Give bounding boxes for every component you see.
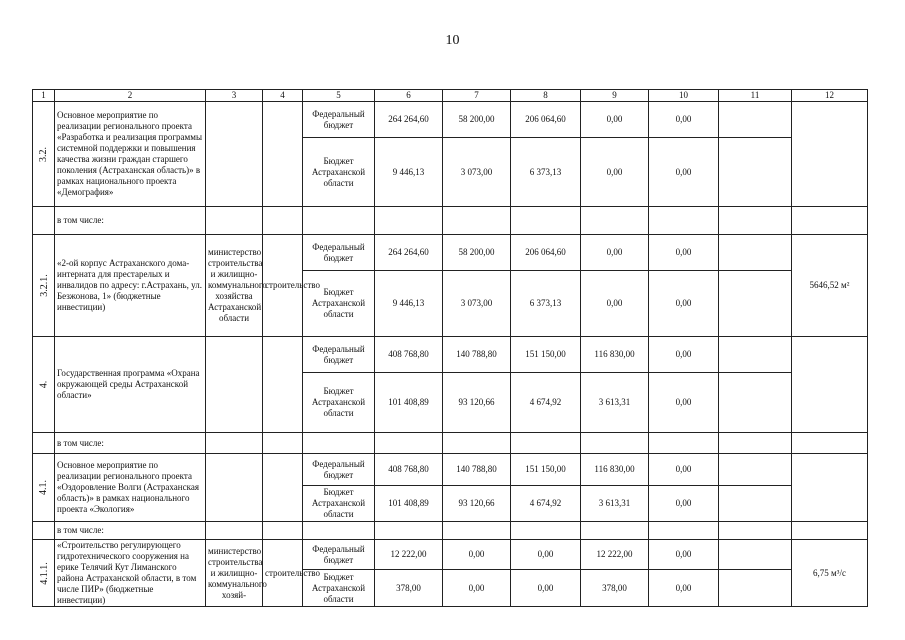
row-code: 4.1. — [33, 454, 55, 522]
row-code: 4.1.1. — [33, 540, 55, 607]
value-cell: 0,00 — [581, 138, 649, 207]
value-cell: 0,00 — [649, 337, 719, 373]
value-cell: 9 446,13 — [375, 138, 443, 207]
value-cell: 140 788,80 — [443, 454, 511, 486]
source-regional: Бюджет Астраханской области — [303, 138, 375, 207]
type-cell — [263, 337, 303, 433]
col-header: 11 — [719, 90, 792, 102]
value-cell: 116 830,00 — [581, 454, 649, 486]
source-federal: Федеральный бюджет — [303, 540, 375, 570]
col-header: 7 — [443, 90, 511, 102]
value-cell: 378,00 — [581, 570, 649, 607]
value-cell: 264 264,60 — [375, 102, 443, 138]
value-cell: 408 768,80 — [375, 454, 443, 486]
value-cell: 12 222,00 — [375, 540, 443, 570]
value-cell: 0,00 — [649, 373, 719, 433]
capacity-cell: 6,75 м³/с — [792, 540, 868, 607]
page-number: 10 — [445, 33, 460, 48]
table-row — [33, 540, 868, 570]
row-title: «Строительство регулирующего гидротехнического сооружения на ерике Телячий Кут Лиманского района Астраханской области, в том числе ПИР» (бюджетные инвестиции) — [55, 540, 206, 607]
ministry-cell — [206, 454, 263, 522]
ministry-cell — [206, 102, 263, 207]
empty-cell — [719, 235, 792, 271]
value-cell: 93 120,66 — [443, 486, 511, 522]
source-regional: Бюджет Астраханской области — [303, 373, 375, 433]
value-cell: 408 768,80 — [375, 337, 443, 373]
empty-cell — [719, 486, 792, 522]
value-cell: 0,00 — [649, 454, 719, 486]
source-federal: Федеральный бюджет — [303, 454, 375, 486]
row-title: Основное мероприятие по реализации регионального проекта «Разработка и реализация программы системной поддержки и повышения качества жизни граждан старшего поколения (Астраханская область)» в рамках национального проекта «Демография» — [55, 102, 206, 207]
value-cell: 0,00 — [581, 271, 649, 337]
value-cell: 0,00 — [649, 271, 719, 337]
in-total-label: в том числе: — [55, 433, 206, 454]
source-regional: Бюджет Астраханской области — [303, 486, 375, 522]
table-row — [33, 207, 868, 235]
source-regional: Бюджет Астраханской области — [303, 271, 375, 337]
col-header: 9 — [581, 90, 649, 102]
col-header: 2 — [55, 90, 206, 102]
value-cell: 101 408,89 — [375, 373, 443, 433]
col-header: 10 — [649, 90, 719, 102]
empty-cell — [719, 373, 792, 433]
empty-cell — [719, 570, 792, 607]
type-cell: строительство — [263, 540, 303, 607]
source-regional: Бюджет Астраханской области — [303, 570, 375, 607]
ministry-cell — [206, 337, 263, 433]
ministry-cell: министерство строительства и жилищно-коммунального хозяйства Астраханской области — [206, 235, 263, 337]
value-cell: 116 830,00 — [581, 337, 649, 373]
empty-cell — [719, 540, 792, 570]
value-cell: 0,00 — [649, 486, 719, 522]
value-cell: 93 120,66 — [443, 373, 511, 433]
value-cell: 378,00 — [375, 570, 443, 607]
col-header: 6 — [375, 90, 443, 102]
col-header: 1 — [33, 90, 55, 102]
col-header: 3 — [206, 90, 263, 102]
value-cell: 0,00 — [511, 540, 581, 570]
table-row — [33, 454, 868, 486]
value-cell: 0,00 — [443, 570, 511, 607]
capacity-cell — [792, 337, 868, 433]
header-row — [33, 90, 868, 102]
value-cell: 12 222,00 — [581, 540, 649, 570]
value-cell: 0,00 — [649, 235, 719, 271]
source-federal: Федеральный бюджет — [303, 235, 375, 271]
capacity-cell: 5646,52 м² — [792, 235, 868, 337]
in-total-label: в том числе: — [55, 207, 206, 235]
in-total-label: в том числе: — [55, 522, 206, 540]
row-title: Основное мероприятие по реализации регионального проекта «Оздоровление Волги (Астраханская область)» в рамках национального проекта «Экология» — [55, 454, 206, 522]
empty-cell — [719, 271, 792, 337]
type-cell: строительство — [263, 235, 303, 337]
value-cell: 0,00 — [649, 570, 719, 607]
value-cell: 0,00 — [581, 235, 649, 271]
value-cell: 151 150,00 — [511, 454, 581, 486]
value-cell: 140 788,80 — [443, 337, 511, 373]
type-cell — [263, 454, 303, 522]
table-row — [33, 522, 868, 540]
value-cell: 206 064,60 — [511, 102, 581, 138]
value-cell: 58 200,00 — [443, 102, 511, 138]
value-cell: 0,00 — [443, 540, 511, 570]
empty-cell — [33, 433, 55, 454]
source-federal: Федеральный бюджет — [303, 337, 375, 373]
capacity-cell — [792, 454, 868, 522]
value-cell: 0,00 — [649, 102, 719, 138]
row-code: 3.2. — [33, 102, 55, 207]
col-header: 4 — [263, 90, 303, 102]
value-cell: 4 674,92 — [511, 373, 581, 433]
source-federal: Федеральный бюджет — [303, 102, 375, 138]
value-cell: 6 373,13 — [511, 271, 581, 337]
value-cell: 0,00 — [649, 540, 719, 570]
empty-cell — [719, 454, 792, 486]
value-cell: 9 446,13 — [375, 271, 443, 337]
value-cell: 4 674,92 — [511, 486, 581, 522]
value-cell: 264 264,60 — [375, 235, 443, 271]
row-title: Государственная программа «Охрана окружающей среды Астраханской области» — [55, 337, 206, 433]
col-header: 5 — [303, 90, 375, 102]
value-cell: 3 073,00 — [443, 138, 511, 207]
budget-table — [32, 89, 868, 607]
empty-cell — [33, 207, 55, 235]
value-cell: 0,00 — [511, 570, 581, 607]
value-cell: 3 613,31 — [581, 373, 649, 433]
value-cell: 58 200,00 — [443, 235, 511, 271]
table-row — [33, 102, 868, 138]
value-cell: 3 613,31 — [581, 486, 649, 522]
col-header: 12 — [792, 90, 868, 102]
table-row — [33, 337, 868, 373]
value-cell: 151 150,00 — [511, 337, 581, 373]
empty-cell — [719, 102, 792, 138]
value-cell: 206 064,60 — [511, 235, 581, 271]
row-code: 3.2.1. — [33, 235, 55, 337]
value-cell: 0,00 — [581, 102, 649, 138]
col-header: 8 — [511, 90, 581, 102]
type-cell — [263, 102, 303, 207]
capacity-cell — [792, 102, 868, 207]
value-cell: 0,00 — [649, 138, 719, 207]
table-row — [33, 235, 868, 271]
empty-cell — [719, 337, 792, 373]
row-code: 4. — [33, 337, 55, 433]
value-cell: 6 373,13 — [511, 138, 581, 207]
empty-cell — [33, 522, 55, 540]
table-row — [33, 433, 868, 454]
value-cell: 3 073,00 — [443, 271, 511, 337]
ministry-cell: министерство строительства и жилищно-коммунального хозяй- — [206, 540, 263, 607]
empty-cell — [719, 138, 792, 207]
row-title: «2-ой корпус Астраханского дома-интерната для престарелых и инвалидов по адресу: г.Астрахань, ул. Безжонова, 1» (бюджетные инвестиции) — [55, 235, 206, 337]
value-cell: 101 408,89 — [375, 486, 443, 522]
